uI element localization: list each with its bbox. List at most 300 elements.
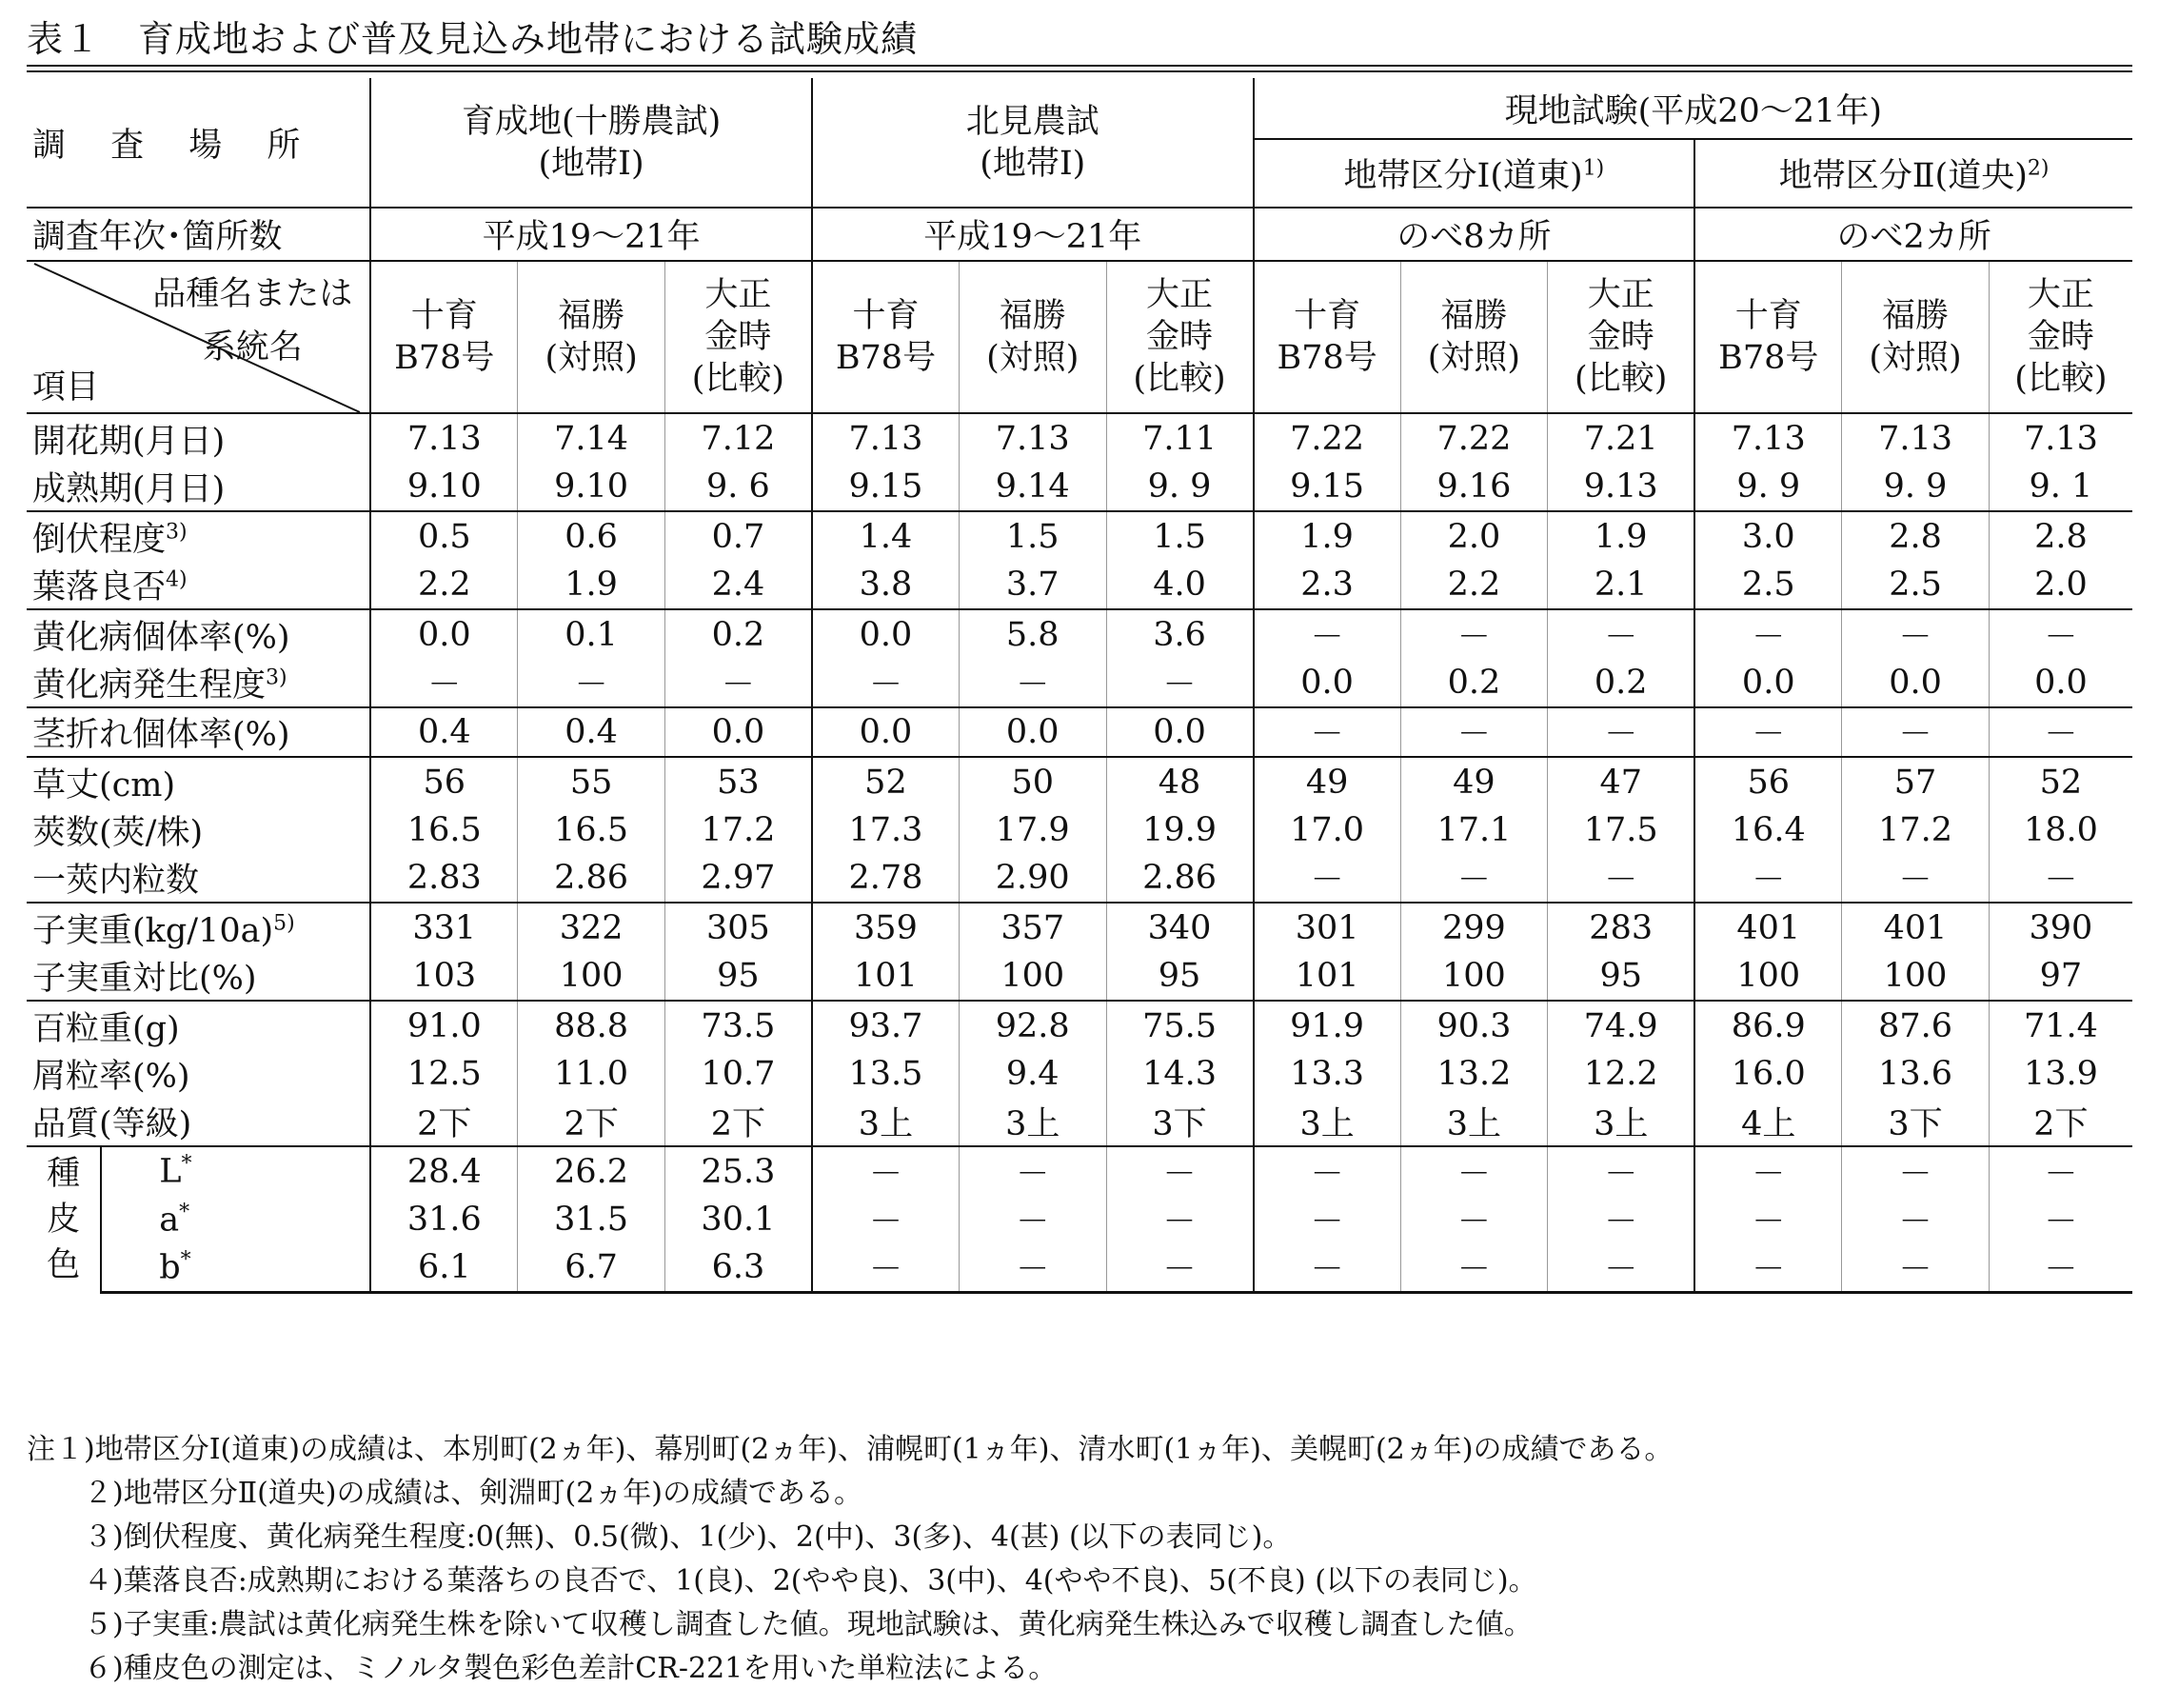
- table-cell: －: [812, 659, 960, 707]
- footnotes: [27, 1428, 1673, 1691]
- table-cell: 26.2: [518, 1146, 665, 1196]
- table-cell: 17.2: [664, 806, 812, 854]
- row-label-text: 品質(等級): [32, 1105, 192, 1143]
- table-cell: 30.1: [664, 1196, 812, 1243]
- table-cell: 3上: [1548, 1098, 1695, 1146]
- table-cell: 1.9: [1548, 511, 1695, 561]
- table-cell: －: [1254, 1196, 1401, 1243]
- header-site3b: [1694, 139, 2132, 208]
- color-index-label: [101, 1146, 370, 1196]
- table-cell: 9.16: [1400, 463, 1548, 511]
- table-cell: －: [664, 659, 812, 707]
- table-cell: 57: [1842, 757, 1990, 806]
- variety-line: 大正: [1146, 276, 1214, 314]
- color-index-label: [101, 1243, 370, 1293]
- table-cell: 17.9: [959, 806, 1106, 854]
- table-cell: 9.10: [370, 463, 518, 511]
- table-cell: 3上: [959, 1098, 1106, 1146]
- header-site2-line2: (地帯Ⅰ): [980, 144, 1086, 183]
- variety-header-3: [664, 261, 812, 413]
- table-cell: 18.0: [1989, 806, 2132, 854]
- table-cell: －: [1842, 854, 1990, 903]
- table-cell: －: [1842, 707, 1990, 757]
- table-row: [27, 1001, 2132, 1050]
- year-site1: 平成19～21年: [370, 208, 812, 261]
- variety-line: (比較): [1575, 360, 1668, 398]
- table-cell: 7.13: [370, 413, 518, 463]
- table-cell: －: [1989, 1243, 2132, 1293]
- table-cell: 13.5: [812, 1050, 960, 1098]
- table-cell: 7.12: [664, 413, 812, 463]
- table-row: [27, 609, 2132, 659]
- table-cell: 0.6: [518, 511, 665, 561]
- variety-header-6: [1106, 261, 1254, 413]
- variety-header-8: [1400, 261, 1548, 413]
- variety-line: 大正: [1587, 276, 1654, 314]
- row-label: [27, 854, 370, 903]
- table-cell: 7.22: [1400, 413, 1548, 463]
- table-cell: 0.0: [370, 609, 518, 659]
- table-cell: －: [812, 1243, 960, 1293]
- row-label-text: 茎折れ個体率(%): [32, 716, 290, 754]
- footnote-6: ６)種皮色の測定は、ミノルタ製色彩色差計CR-221を用いた単粒法による。: [84, 1652, 1058, 1685]
- table-cell: －: [959, 1146, 1106, 1196]
- table-cell: 0.2: [1548, 659, 1695, 707]
- table-cell: －: [1842, 1196, 1990, 1243]
- row-label: [27, 659, 370, 707]
- table-cell: 2.83: [370, 854, 518, 903]
- table-cell: 7.22: [1254, 413, 1401, 463]
- variety-line: 十育: [410, 297, 478, 335]
- table-cell: －: [959, 659, 1106, 707]
- table-row: [27, 1196, 2132, 1243]
- table-cell: 17.2: [1842, 806, 1990, 854]
- variety-header-4: [812, 261, 960, 413]
- row-label: [27, 561, 370, 609]
- table-cell: －: [1254, 609, 1401, 659]
- table-cell: －: [370, 659, 518, 707]
- table-cell: －: [1694, 1196, 1842, 1243]
- table-cell: －: [1400, 854, 1548, 903]
- table-cell: 17.5: [1548, 806, 1695, 854]
- table-cell: 7.13: [812, 413, 960, 463]
- table-cell: 9.4: [959, 1050, 1106, 1098]
- table-cell: －: [1989, 1146, 2132, 1196]
- table-cell: －: [1694, 609, 1842, 659]
- row-label-text: 開花期(月日): [32, 422, 226, 461]
- table-row: [27, 903, 2132, 952]
- table-cell: －: [812, 1146, 960, 1196]
- table-cell: 2.4: [664, 561, 812, 609]
- table-cell: 86.9: [1694, 1001, 1842, 1050]
- table-cell: －: [959, 1243, 1106, 1293]
- table-cell: 53: [664, 757, 812, 806]
- table-cell: 2.90: [959, 854, 1106, 903]
- table-cell: 13.2: [1400, 1050, 1548, 1098]
- table-cell: －: [1400, 1146, 1548, 1196]
- table-cell: －: [1842, 609, 1990, 659]
- table-cell: 3下: [1106, 1098, 1254, 1146]
- table-cell: 88.8: [518, 1001, 665, 1050]
- footnote-2: ２)地帯区分Ⅱ(道央)の成績は、剣淵町(2ヵ年)の成績である。: [84, 1477, 862, 1510]
- table-cell: 283: [1548, 903, 1695, 952]
- variety-line: B78号: [394, 339, 495, 377]
- row-label-text: 百粒重(g): [32, 1009, 180, 1048]
- table-cell: 17.1: [1400, 806, 1548, 854]
- table-cell: 74.9: [1548, 1001, 1695, 1050]
- table-cell: 7.21: [1548, 413, 1695, 463]
- table-cell: －: [1989, 609, 2132, 659]
- variety-header-5: [959, 261, 1106, 413]
- table-cell: 103: [370, 952, 518, 1001]
- table-cell: 4.0: [1106, 561, 1254, 609]
- table-cell: －: [812, 1196, 960, 1243]
- row-label-text: 草丈(cm): [32, 765, 176, 804]
- table-cell: －: [1254, 1243, 1401, 1293]
- table-cell: 7.11: [1106, 413, 1254, 463]
- table-row: [27, 1050, 2132, 1098]
- color-index-label: [101, 1196, 370, 1243]
- year-site3a: のべ8カ所: [1254, 208, 1695, 261]
- table-row: [27, 659, 2132, 707]
- row-label-text: 葉落良否: [32, 568, 167, 606]
- table-cell: 1.5: [1106, 511, 1254, 561]
- year-site3b: のべ2カ所: [1694, 208, 2132, 261]
- row-label-text: 子実重対比(%): [32, 960, 257, 998]
- table-cell: 97: [1989, 952, 2132, 1001]
- table-cell: 2下: [370, 1098, 518, 1146]
- table-cell: 299: [1400, 903, 1548, 952]
- table-cell: 13.3: [1254, 1050, 1401, 1098]
- table-cell: 0.2: [664, 609, 812, 659]
- table-cell: 2.97: [664, 854, 812, 903]
- variety-line: (対照): [986, 339, 1080, 377]
- variety-header-1: [370, 261, 518, 413]
- table-cell: 401: [1842, 903, 1990, 952]
- table-cell: 6.1: [370, 1243, 518, 1293]
- table-cell: 87.6: [1842, 1001, 1990, 1050]
- table-cell: 91.9: [1254, 1001, 1401, 1050]
- row-label: [27, 707, 370, 757]
- corner-variety-label: [152, 268, 352, 374]
- seed-coat-color-char: 皮: [47, 1201, 81, 1240]
- table-cell: 52: [812, 757, 960, 806]
- table-cell: 2.1: [1548, 561, 1695, 609]
- variety-line: (対照): [1427, 339, 1521, 377]
- table-cell: 9.15: [812, 463, 960, 511]
- table-cell: 100: [1400, 952, 1548, 1001]
- variety-line: 金時: [1587, 318, 1654, 356]
- table-cell: 7.14: [518, 413, 665, 463]
- color-index-letter: b: [159, 1248, 181, 1287]
- table-cell: 4上: [1694, 1098, 1842, 1146]
- table-cell: 25.3: [664, 1146, 812, 1196]
- table-cell: 5.8: [959, 609, 1106, 659]
- table-cell: 2.2: [1400, 561, 1548, 609]
- color-index-letter: L: [159, 1152, 182, 1191]
- table-cell: 0.5: [370, 511, 518, 561]
- header-site3b-label: 地帯区分Ⅱ(道央): [1778, 157, 2028, 195]
- table-cell: 3.0: [1694, 511, 1842, 561]
- table-cell: 73.5: [664, 1001, 812, 1050]
- table-cell: 101: [1254, 952, 1401, 1001]
- table-cell: －: [1106, 1243, 1254, 1293]
- variety-line: 福勝: [999, 297, 1066, 335]
- variety-line: (対照): [1869, 339, 1962, 377]
- variety-header-7: [1254, 261, 1401, 413]
- top-rule: [27, 65, 2132, 67]
- header-site1: [370, 78, 812, 208]
- table-cell: －: [1106, 659, 1254, 707]
- seed-coat-color-char: 色: [47, 1246, 81, 1285]
- variety-line: 大正: [704, 276, 772, 314]
- variety-line: B78号: [835, 339, 937, 377]
- table-cell: 2.8: [1989, 511, 2132, 561]
- variety-line: 福勝: [558, 297, 625, 335]
- table-row: [27, 1146, 2132, 1196]
- table-cell: 2.78: [812, 854, 960, 903]
- table-cell: 31.5: [518, 1196, 665, 1243]
- row-label: [27, 609, 370, 659]
- variety-line: B78号: [1277, 339, 1377, 377]
- table-cell: －: [1400, 1196, 1548, 1243]
- table-row: [27, 413, 2132, 463]
- table-cell: 0.4: [518, 707, 665, 757]
- table-cell: 2.0: [1989, 561, 2132, 609]
- table-cell: －: [1254, 707, 1401, 757]
- table-cell: 0.4: [370, 707, 518, 757]
- table-cell: －: [1989, 707, 2132, 757]
- table-cell: 9. 9: [1694, 463, 1842, 511]
- table-cell: 2.8: [1842, 511, 1990, 561]
- header-site3a-note: 1): [1582, 156, 1605, 181]
- table-cell: 9.10: [518, 463, 665, 511]
- variety-header-10: [1694, 261, 1842, 413]
- table-cell: 7.13: [959, 413, 1106, 463]
- variety-line: B78号: [1718, 339, 1819, 377]
- table-cell: 3.7: [959, 561, 1106, 609]
- corner-variety-line2: 系統名: [202, 328, 303, 367]
- table-cell: 1.5: [959, 511, 1106, 561]
- table-cell: －: [1548, 854, 1695, 903]
- table-cell: －: [1694, 1243, 1842, 1293]
- table-row: [27, 463, 2132, 511]
- table-cell: －: [1400, 707, 1548, 757]
- seed-coat-color-char: 種: [47, 1155, 81, 1194]
- table-cell: 9. 1: [1989, 463, 2132, 511]
- table-cell: 0.1: [518, 609, 665, 659]
- table-cell: －: [1106, 1146, 1254, 1196]
- table-cell: 47: [1548, 757, 1695, 806]
- variety-line: 金時: [1146, 318, 1214, 356]
- variety-line: (比較): [2014, 360, 2108, 398]
- row-label: [27, 806, 370, 854]
- table-cell: －: [518, 659, 665, 707]
- color-index-sup: *: [180, 1247, 191, 1272]
- table-cell: 13.9: [1989, 1050, 2132, 1098]
- table-cell: 17.0: [1254, 806, 1401, 854]
- header-site3b-note: 2): [2027, 156, 2050, 181]
- row-label-text: 成熟期(月日): [32, 470, 226, 508]
- table-cell: 0.0: [959, 707, 1106, 757]
- table-title: 表１ 育成地および普及見込み地帯における試験成績: [27, 18, 919, 60]
- color-index-sup: *: [181, 1152, 192, 1177]
- table-cell: 50: [959, 757, 1106, 806]
- table-cell: 359: [812, 903, 960, 952]
- table-cell: －: [1254, 854, 1401, 903]
- table-cell: －: [1254, 1146, 1401, 1196]
- table-cell: －: [1106, 1196, 1254, 1243]
- row-label-note: 3): [266, 665, 287, 690]
- table-cell: 28.4: [370, 1146, 518, 1196]
- row-label-note: 4): [166, 567, 188, 592]
- row-label-note: 5): [273, 910, 295, 935]
- table-cell: 0.7: [664, 511, 812, 561]
- variety-line: 福勝: [1882, 297, 1950, 335]
- table-cell: 0.0: [812, 609, 960, 659]
- table-cell: 7.13: [1694, 413, 1842, 463]
- table-cell: 3上: [812, 1098, 960, 1146]
- table-cell: －: [1548, 609, 1695, 659]
- header-site1-line1: 育成地(十勝農試): [461, 102, 722, 141]
- variety-header-11: [1842, 261, 1990, 413]
- table-row: [27, 707, 2132, 757]
- table-row: [27, 952, 2132, 1001]
- header-site1-line2: (地帯Ⅰ): [538, 144, 644, 183]
- table-cell: 56: [370, 757, 518, 806]
- variety-line: 十育: [1294, 297, 1361, 335]
- table-cell: 95: [1106, 952, 1254, 1001]
- row-label: [27, 757, 370, 806]
- table-cell: 0.0: [1694, 659, 1842, 707]
- table-cell: 9.13: [1548, 463, 1695, 511]
- row-label-text: 一莢内粒数: [32, 862, 200, 900]
- variety-line: (比較): [691, 360, 785, 398]
- color-index-letter: a: [159, 1201, 180, 1240]
- table-cell: 2.2: [370, 561, 518, 609]
- table-cell: 1.4: [812, 511, 960, 561]
- table-cell: 13.6: [1842, 1050, 1990, 1098]
- table-cell: 56: [1694, 757, 1842, 806]
- table-cell: 401: [1694, 903, 1842, 952]
- row-label-text: 子実重(kg/10a): [32, 911, 274, 950]
- table-cell: 49: [1254, 757, 1401, 806]
- table-cell: 91.0: [370, 1001, 518, 1050]
- table-cell: －: [1548, 1146, 1695, 1196]
- table-cell: 6.7: [518, 1243, 665, 1293]
- table-cell: 100: [1694, 952, 1842, 1001]
- table-cell: 1.9: [518, 561, 665, 609]
- table-cell: 390: [1989, 903, 2132, 952]
- table-cell: 1.9: [1254, 511, 1401, 561]
- table-cell: －: [1842, 1243, 1990, 1293]
- table-cell: －: [1548, 1243, 1695, 1293]
- header-site2-line1: 北見農試: [965, 102, 1099, 141]
- table-cell: 93.7: [812, 1001, 960, 1050]
- table-cell: 16.5: [370, 806, 518, 854]
- row-label-text: 莢数(莢/株): [32, 814, 204, 852]
- corner-header-cell: [27, 261, 370, 413]
- variety-line: (比較): [1133, 360, 1226, 398]
- table-cell: 19.9: [1106, 806, 1254, 854]
- table-cell: 2.5: [1842, 561, 1990, 609]
- table-cell: 55: [518, 757, 665, 806]
- color-index-sup: *: [179, 1200, 190, 1224]
- row-label-text: 屑粒率(%): [32, 1058, 190, 1096]
- table-cell: －: [1989, 1196, 2132, 1243]
- header-survey-year: 調査年次･箇所数: [27, 208, 370, 261]
- footnote-5: ５)子実重:農試は黄化病発生株を除いて収穫し調査した値。現地試験は、黄化病発生株込みで収穫し調査した値。: [84, 1608, 1533, 1641]
- table-cell: 0.0: [1254, 659, 1401, 707]
- table-cell: 11.0: [518, 1050, 665, 1098]
- results-table: [27, 78, 2132, 1294]
- table-row: [27, 757, 2132, 806]
- table-cell: 3上: [1254, 1098, 1401, 1146]
- table-row: [27, 1243, 2132, 1293]
- table-cell: －: [1842, 1146, 1990, 1196]
- table-cell: 12.2: [1548, 1050, 1695, 1098]
- table-cell: －: [959, 1196, 1106, 1243]
- table-cell: 0.0: [1989, 659, 2132, 707]
- top-rule-2: [27, 70, 2132, 72]
- table-cell: 0.0: [812, 707, 960, 757]
- header-site3a: [1254, 139, 1695, 208]
- table-cell: 3下: [1842, 1098, 1990, 1146]
- table-cell: 340: [1106, 903, 1254, 952]
- table-cell: 9.14: [959, 463, 1106, 511]
- table-cell: 101: [812, 952, 960, 1001]
- table-cell: 3.8: [812, 561, 960, 609]
- row-label-text: 黄化病個体率(%): [32, 618, 290, 657]
- corner-variety-line1: 品種名または: [152, 275, 353, 313]
- variety-line: 福勝: [1440, 297, 1508, 335]
- row-label: [27, 952, 370, 1001]
- row-label: [27, 463, 370, 511]
- header-site3a-label: 地帯区分Ⅰ(道東): [1343, 157, 1583, 195]
- seed-coat-color-label: [27, 1146, 101, 1293]
- table-cell: 75.5: [1106, 1001, 1254, 1050]
- table-cell: 2.5: [1694, 561, 1842, 609]
- variety-line: (対照): [545, 339, 638, 377]
- table-cell: 49: [1400, 757, 1548, 806]
- footnote-3: ３)倒伏程度、黄化病発生程度:0(無)、0.5(微)、1(少)、2(中)、3(多)、4(甚) (以下の表同じ)。: [84, 1520, 1292, 1554]
- variety-header-12: [1989, 261, 2132, 413]
- table-cell: 12.5: [370, 1050, 518, 1098]
- table-row: [27, 806, 2132, 854]
- table-cell: 7.13: [1842, 413, 1990, 463]
- table-cell: 305: [664, 903, 812, 952]
- table-cell: 0.0: [1106, 707, 1254, 757]
- table-cell: 301: [1254, 903, 1401, 952]
- table-cell: 2.86: [518, 854, 665, 903]
- table-cell: 95: [1548, 952, 1695, 1001]
- table-cell: 0.0: [664, 707, 812, 757]
- table-cell: －: [1694, 854, 1842, 903]
- table-cell: 2下: [664, 1098, 812, 1146]
- table-row: [27, 854, 2132, 903]
- row-label: [27, 903, 370, 952]
- variety-line: 大正: [2027, 276, 2094, 314]
- table-cell: 3上: [1400, 1098, 1548, 1146]
- variety-line: 十育: [852, 297, 920, 335]
- table-row: [27, 511, 2132, 561]
- table-cell: －: [1548, 1196, 1695, 1243]
- row-label: [27, 413, 370, 463]
- table-cell: 16.4: [1694, 806, 1842, 854]
- table-cell: －: [1400, 1243, 1548, 1293]
- table-cell: 357: [959, 903, 1106, 952]
- row-label: [27, 1001, 370, 1050]
